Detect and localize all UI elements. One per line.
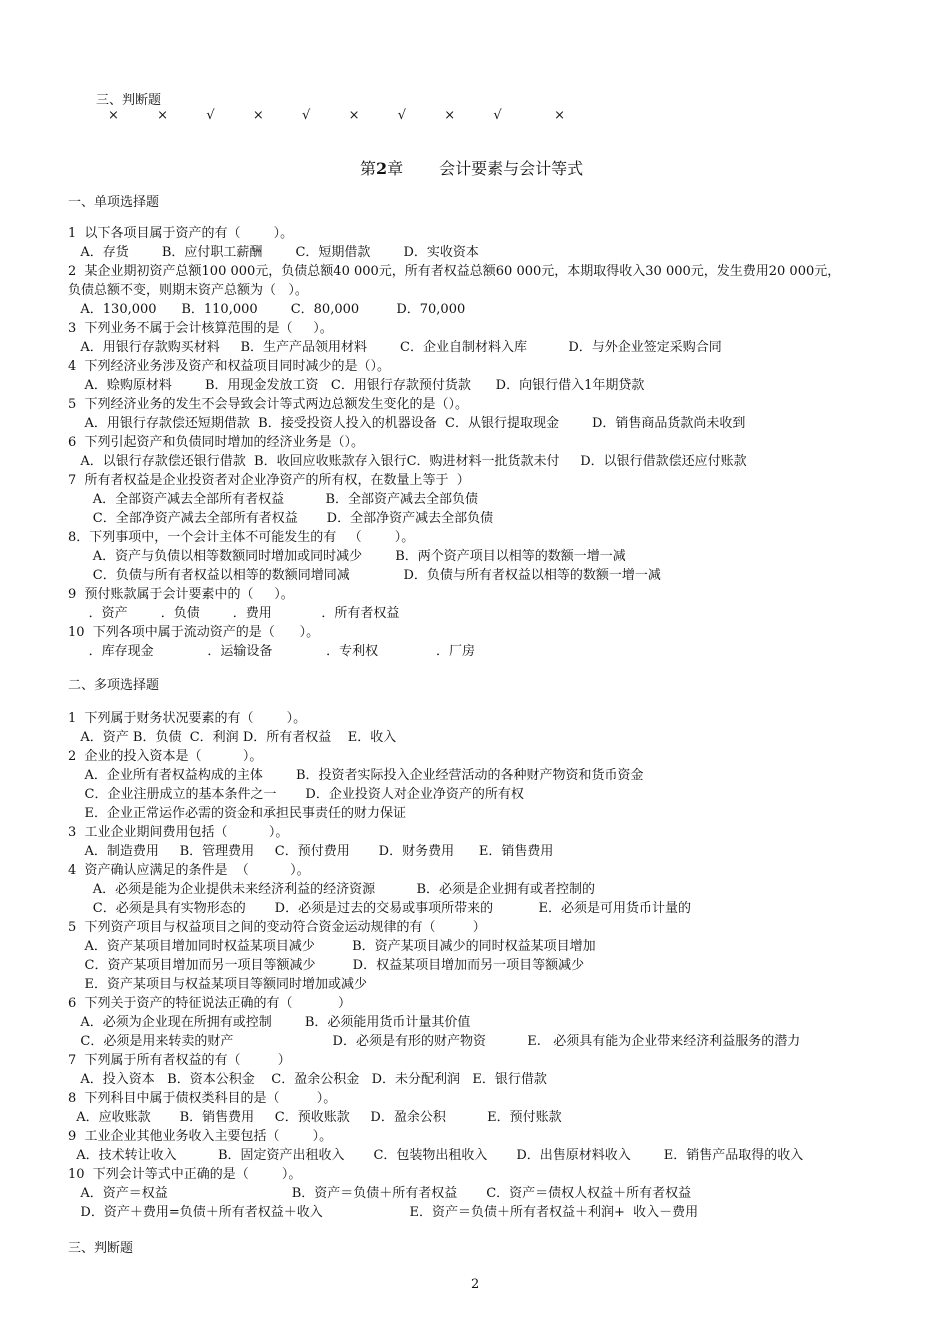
question-line: A．用银行存款偿还短期借款 B．接受投资人投入的机器设备 C．从银行提取现金 D．销售商品货款尚未收到 [68, 416, 746, 431]
question-line: A．以银行存款偿还银行借款 B．收回应收账款存入银行C．购进材料一批货款未付 D．以银行借款偿还应付账款 [68, 454, 747, 469]
question-line: C．企业注册成立的基本条件之一 D．企业投资人对企业净资产的所有权 [68, 787, 524, 802]
chapter-label-post: 章 [387, 159, 404, 178]
question-line: 6 下列关于资产的特征说法正确的有（ ） [68, 996, 351, 1011]
question-line: A．资产与负债以相等数额同时增加或同时减少 B．两个资产项目以相等的数额一增一减 [68, 549, 626, 564]
question-line: ．库存现金 ．运输设备 ．专利权 ．厂房 [68, 644, 475, 659]
question-line: 6 下列引起资产和负债同时增加的经济业务是（）。 [68, 435, 365, 450]
question-line: A．全部资产减去全部所有者权益 B．全部资产减去全部负债 [68, 492, 479, 507]
question-line: A．赊购原材料 B．用现金发放工资 C．用银行存款预付货款 D．向银行借入1年期贷款 [68, 378, 645, 393]
question-line: 10 下列各项中属于流动资产的是（ ）。 [68, 625, 320, 640]
question-line: A．必须为企业现在所拥有或控制 B．必须能用货币计量其价值 [68, 1015, 471, 1030]
question-line: 7 所有者权益是企业投资者对企业净资产的所有权，在数量上等于 ） [68, 473, 470, 488]
chapter-label-pre: 第 [360, 159, 377, 178]
question-line: A．投入资本 B．资本公积金 C．盈余公积金 D．未分配利润 E．银行借款 [68, 1072, 547, 1087]
question-line: C．全部净资产减去全部所有者权益 D．全部净资产减去全部负债 [68, 511, 494, 526]
question-line: 5 下列资产项目与权益项目之间的变动符合资金运动规律的有（ ） [68, 920, 486, 935]
page-number: 2 [471, 1277, 480, 1292]
question-line: 1 以下各项目属于资产的有（ ）。 [68, 226, 294, 241]
question-line: 8．下列事项中，一个会计主体不可能发生的有 （ ）。 [68, 530, 415, 545]
question-line: 3 下列业务不属于会计核算范围的是（ ）。 [68, 321, 333, 336]
question-line: A．制造费用 B．管理费用 C．预付费用 D．财务费用 E．销售费用 [68, 844, 554, 859]
question-line: A．存货 B．应付职工薪酬 C．短期借款 D．实收资本 [68, 245, 479, 260]
question-line: 2 某企业期初资产总额100 000元，负债总额40 000元，所有者权益总额60 000元，本期取得收入30 000元，发生费用20 000元， [68, 264, 841, 279]
question-line: E．资产某项目与权益某项目等额同时增加或减少 [68, 977, 368, 992]
question-line: 3 工业企业期间费用包括（ ）。 [68, 825, 289, 840]
question-line: D．资产＋费用=负债＋所有者权益＋收入 E．资产＝负债＋所有者权益＋利润+ 收入－费用 [68, 1205, 699, 1220]
question-line: C．资产某项目增加而另一项目等额减少 D．权益某项目增加而另一项目等额减少 [68, 958, 585, 973]
chapter-title: 会计要素与会计等式 [439, 159, 584, 178]
question-line: 9 工业企业其他业务收入主要包括（ ）。 [68, 1129, 333, 1144]
question-line: E．企业正常运作必需的资金和承担民事责任的财力保证 [68, 806, 407, 821]
question-line: 1 下列属于财务状况要素的有（ ）。 [68, 711, 307, 726]
question-line: 2 企业的投入资本是（ ）。 [68, 749, 263, 764]
question-line: A．用银行存款购买材料 B．生产产品领用材料 C．企业自制材料入库 D．与外企业签定采购合同 [68, 340, 722, 355]
question-line: C．必须是具有实物形态的 D．必须是过去的交易或事项所带来的 E．必须是可用货币计量的 [68, 901, 692, 916]
question-line: 5 下列经济业务的发生不会导致会计等式两边总额发生变化的是（）。 [68, 397, 469, 412]
question-line: A．企业所有者权益构成的主体 B．投资者实际投入企业经营活动的各种财产物资和货币资金 [68, 768, 644, 783]
question-line: A．130,000 B．110,000 C．80,000 D．70,000 [68, 302, 466, 317]
prev-answer-marks: × × √ × √ × √ × √ × [108, 108, 576, 123]
question-line: 8 下列科目中属于债权类科目的是（ ）。 [68, 1091, 337, 1106]
question-line: ．资产 ．负债 ．费用 ．所有者权益 [68, 606, 400, 621]
question-line: 4 资产确认应满足的条件是 （ ）。 [68, 863, 310, 878]
prev-section-title: 三、判断题 [96, 93, 162, 108]
question-line: 10 下列会计等式中正确的是（ ）。 [68, 1167, 302, 1182]
section-title-true-false: 三、判断题 [68, 1241, 134, 1256]
question-line: A．资产某项目增加同时权益某项目减少 B．资产某项目减少的同时权益某项目增加 [68, 939, 596, 954]
question-line: A．必须是能为企业提供未来经济利益的经济资源 B．必须是企业拥有或者控制的 [68, 882, 596, 897]
chapter-heading [360, 157, 583, 181]
question-line: 7 下列属于所有者权益的有（ ） [68, 1053, 291, 1068]
question-line: C．负债与所有者权益以相等的数额同增同减 D．负债与所有者权益以相等的数额一增一减 [68, 568, 661, 583]
chapter-number: 2 [376, 159, 388, 178]
question-line: A．应收账款 B．销售费用 C．预收账款 D．盈余公积 E．预付账款 [68, 1110, 562, 1125]
question-line: A．技术转让收入 B．固定资产出租收入 C．包装物出租收入 D．出售原材料收入 E．销售产品取得的收入 [68, 1148, 804, 1163]
question-line: 4 下列经济业务涉及资产和权益项目同时减少的是（）。 [68, 359, 391, 374]
question-line: 负债总额不变，则期末资产总额为（ ）。 [68, 283, 308, 298]
question-line: C．必须是用来转卖的财产 D．必须是有形的财产物资 E. 必须具有能为企业带来经济利益服务的潜力 [68, 1034, 801, 1049]
question-line: 9 预付账款属于会计要素中的（ ）。 [68, 587, 294, 602]
section-title-multiple-choice: 二、多项选择题 [68, 678, 160, 693]
question-line: A．资产 B．负债 C．利润 D．所有者权益 E．收入 [68, 730, 397, 745]
section-title-single-choice: 一、单项选择题 [68, 195, 160, 210]
question-line: A．资产＝权益 B．资产＝负债＋所有者权益 C．资产＝债权人权益＋所有者权益 [68, 1186, 692, 1201]
